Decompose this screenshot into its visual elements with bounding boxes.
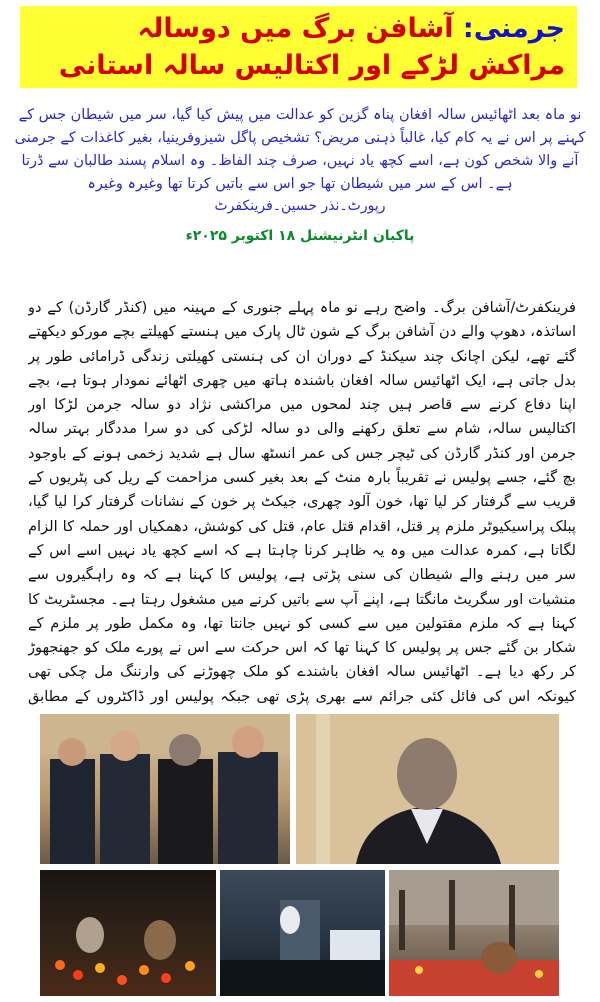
headline-banner	[20, 6, 577, 88]
headline-text: آشافن برگ میں دوسالہ مراکش لڑکے اور اکتالیس سالہ استانی	[58, 13, 565, 81]
night-police-scene-photo	[220, 870, 385, 996]
publication-date: پاکبان انٹرنیشنل ۱۸ اکتوبر ۲۰۲۵ء	[185, 228, 415, 244]
byline: رپورٹ۔نذر حسین۔فرینکفرٹ	[214, 198, 386, 214]
article-body: فرینکفرٹ/آشافن برگ۔ واضح رہے نو ماہ پہلے جنوری کے مہینہ میں (کنڈر گارڈن) کے دو اساتذہ، دھوپ والے دن آشافن برگ کے شون ٹال پارک میں ہنستے کھیلتے بچے مورکو دیکھتے گئے تھے، لیکن اچانک چند سیکنڈ کے دوران ان کی ہنستی کھیلتی زندگی ڈرامائی طور پر بدل جاتی ہے، ایک اٹھائیس سالہ افغان باشندہ ہاتھ میں چھری اٹھائے نمودار ہوتا ہے، بچے اپنا دفاع کرنے سے قاصر ہیں چند لمحوں میں مراکشی نژاد دو سالہ جرمن لڑکا اور اکتالیس سالہ، شام سے تعلق رکھنے والی دو سالہ لڑکی کی دو سرا مددگار بہتر سالہ جرمن اور کنڈر گارڈن کی ٹیچر جس کی عمر انسٹھ سال ہے شدید زخمی ہونے کے باوجود بچ گئے، جسے پولیس نے تقریباً بارہ منٹ کے بعد بغیر کسی مزاحمت کے ریل کی پٹریوں کے قریب سے گرفتار کر لیا تھا، خون آلود چھری، جیکٹ پر خون کے نشانات گرفتار کرا لیا گیا، پبلک پراسیکیوٹر ملزم پر قتل، اقدام قتل عام، قتل کی کوشش، دھمکیاں اور حملہ کا الزام لگاتا ہے، کمرہ عدالت میں وہ یہ ظاہر کرنا چاہتا ہے کہ اسے کچھ یاد نہیں اسے اس کے سر میں رہنے والے شیطان کی سنی پڑتی ہے، پولیس کا کہنا ہے کہ وہ راہگیروں سے منشیات اور سگریٹ مانگتا ہے، اپنے آپ سے باتیں کرنے میں مشغول رہتا ہے۔ مجسٹریٹ کا کہنا ہے کہ ملزم مقتولین میں سے کسی کو نہیں جانتا تھا، وہ مکمل طور پر ملزم کے شکار بن گئے جس پر پولیس کا کہنا تھا کہ اس حرکت سے اس نے پورے ملک کو جھنجھوڑ کر رکھ دیا ہے۔ اٹھائیس سالہ افغان باشندے کو ملک چھوڑنے کی وارننگ مل چکی تھی کیونکہ اس کی فائل کئی جرائم سے بھری پڑی تھی جبکہ پولیس اور ڈاکٹروں کے مطابق	[28, 299, 576, 705]
memorial-candles-photo	[40, 870, 216, 996]
summary-text: نو ماہ بعد اٹھائیس سالہ افغان پناہ گزین کو عدالت میں پیش کیا گیا، سر میں شیطان جس کے کہنے پر اس نے یہ کام کیا، غالباً ذہنی مریض؟ تشخیص پاگل شیزوفرینیا، بغیر کاغذات کے جرمنی آنے والا شخص کون ہے، اسے کچھ یاد نہیں، صرف چند الفاظ۔ وہ اسلام پسند طالبان سے ڈرتا ہے۔ اس کے سر میں شیطان تھا جو اس سے باتیں کرتا تھا وغیرہ وغیرہ	[14, 107, 586, 192]
park-memorial-photo	[389, 870, 559, 996]
courtroom-escort-photo	[40, 714, 290, 864]
defendant-portrait-photo	[296, 714, 559, 864]
headline-country-label: جرمنی:	[462, 13, 565, 44]
